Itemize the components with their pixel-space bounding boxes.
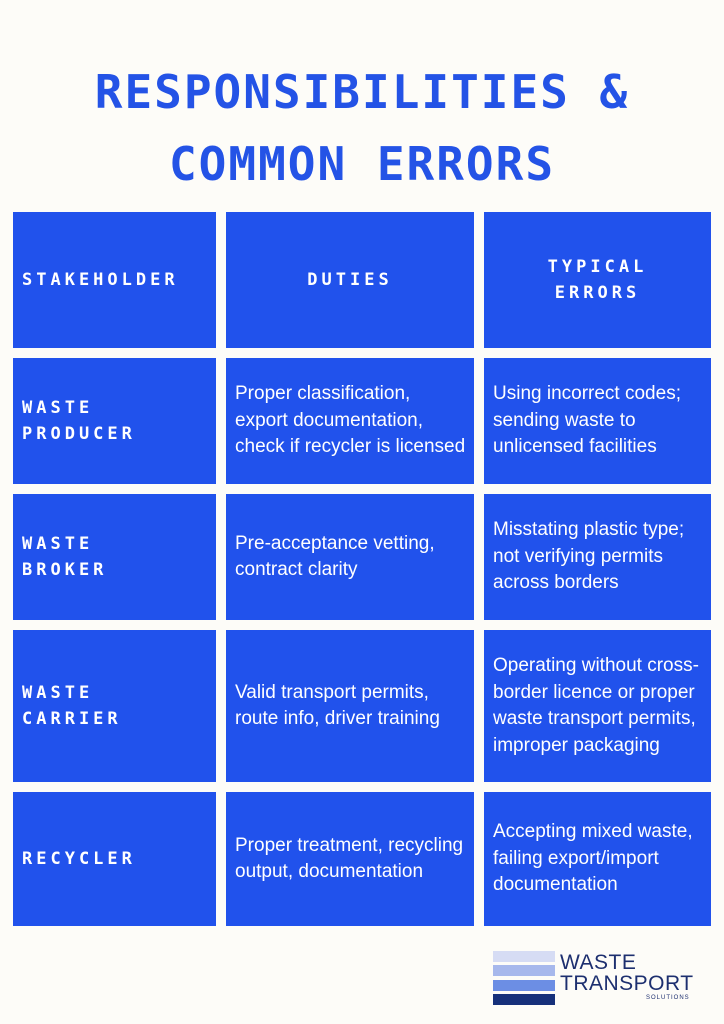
stakeholder-label: WASTE CARRIER [22,683,122,729]
logo-word-solutions: SOLUTIONS [646,995,690,1001]
logo-word-transport: TRANSPORT [560,972,694,995]
header-typical-errors-label: TYPICAL ERRORS [547,257,648,303]
logo-word-waste: WASTE [560,951,637,974]
stakeholder-cell [13,494,216,620]
stakeholder-cell [13,358,216,484]
stakeholder-label: WASTE BROKER [22,534,108,580]
title-line-2: COMMON ERRORS [168,137,556,191]
errors-cell: Operating without cross-border licence or proper waste transport permits, improper packaging [484,630,711,782]
logo-bar [493,965,555,976]
header-duties: DUTIES [226,212,474,348]
errors-cell: Misstating plastic type; not verifying permits across borders [484,494,711,620]
duties-cell: Pre-acceptance vetting, contract clarity [226,494,474,620]
stakeholder-cell [13,630,216,782]
company-logo [493,950,713,1008]
title-line-1: RESPONSIBILITIES & [94,65,630,119]
logo-bar [493,994,555,1005]
errors-cell: Accepting mixed waste, failing export/import documentation [484,792,711,926]
logo-bar [493,980,555,991]
duties-cell: Proper treatment, recycling output, documentation [226,792,474,926]
stakeholder-label: WASTE PRODUCER [22,398,136,444]
page-title [0,56,724,200]
header-typical-errors [484,212,711,348]
stakeholder-cell: RECYCLER [13,792,216,926]
errors-cell: Using incorrect codes; sending waste to unlicensed facilities [484,358,711,484]
duties-cell: Proper classification, export documentation, check if recycler is licensed [226,358,474,484]
header-stakeholder: STAKEHOLDER [13,212,216,348]
duties-cell: Valid transport permits, route info, driver training [226,630,474,782]
logo-bar [493,951,555,962]
